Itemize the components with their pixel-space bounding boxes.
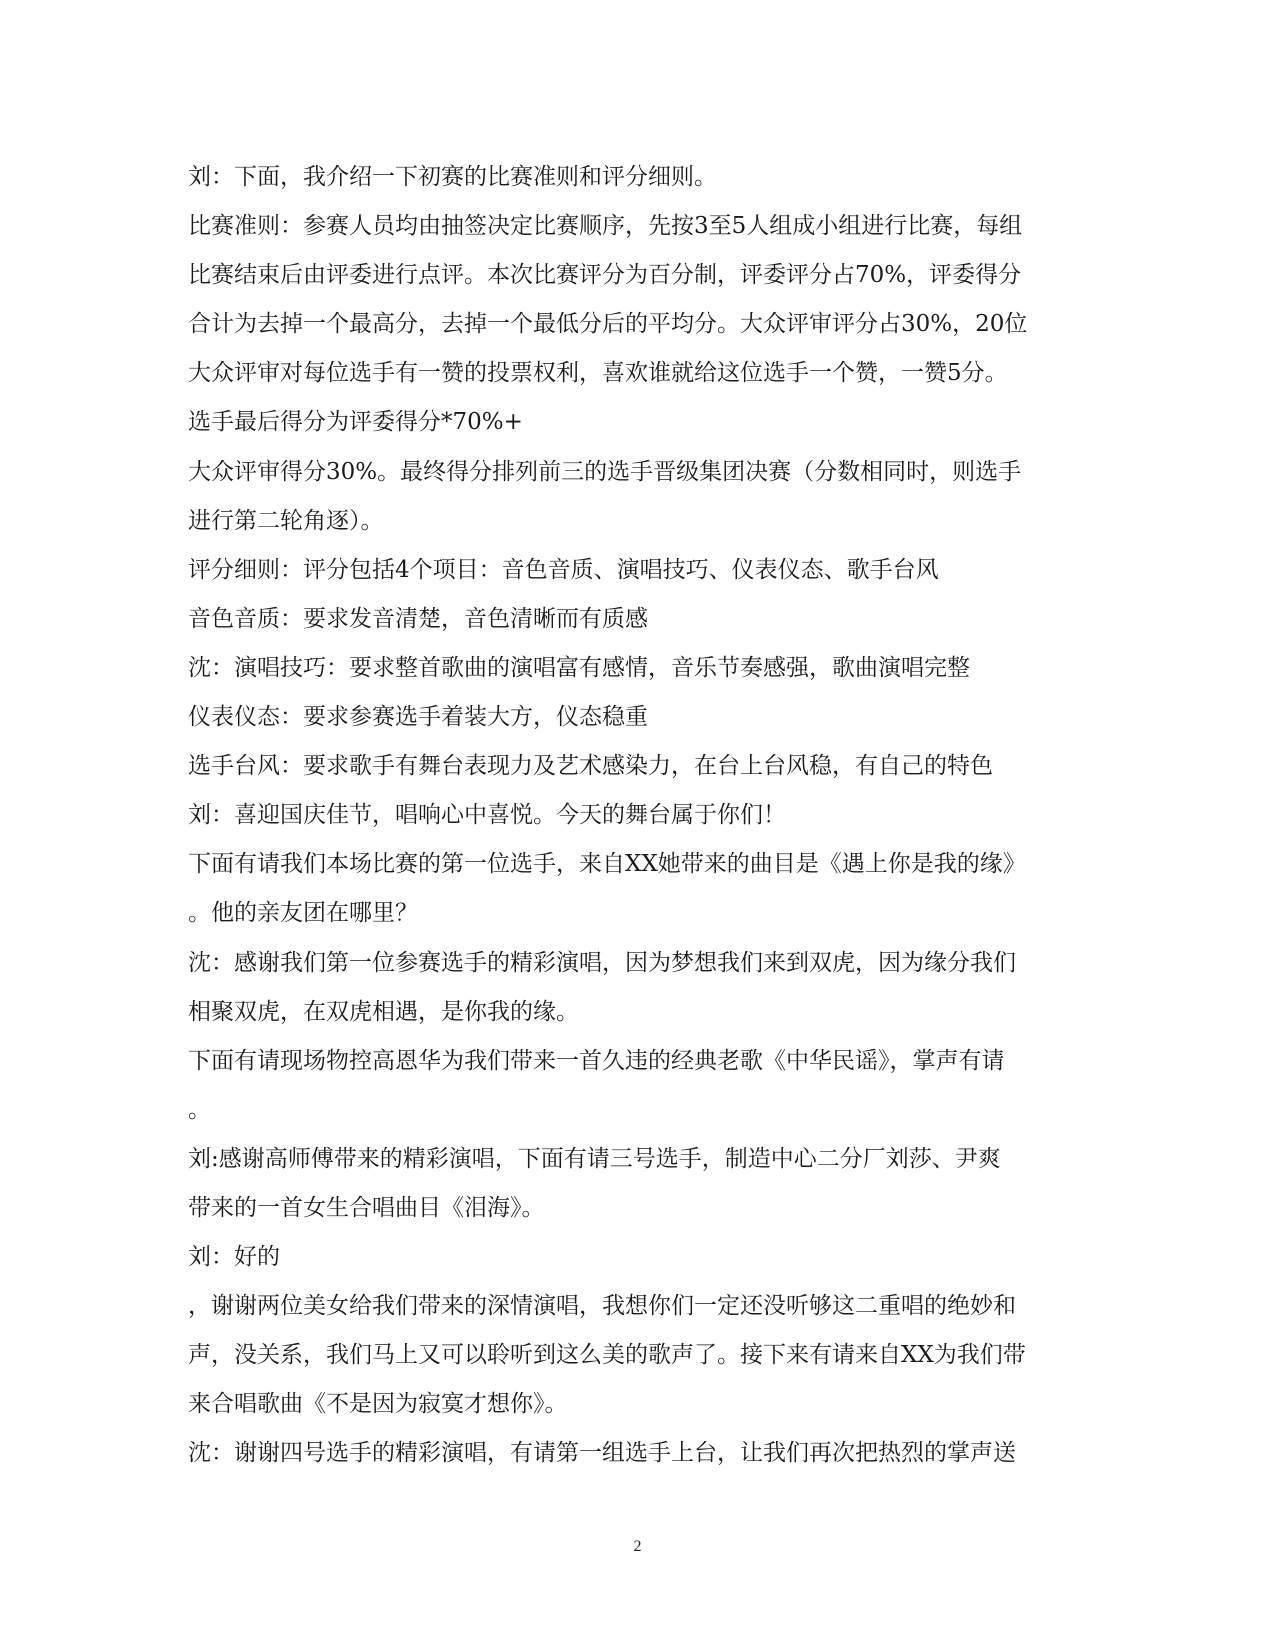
- document-body: [188, 153, 1088, 1479]
- text-line: 带来的一首女生合唱曲目《泪海》。: [188, 1194, 545, 1221]
- text-line: 刘：好的: [188, 1244, 280, 1271]
- text-line: 进行第二轮角逐）。: [188, 507, 384, 534]
- text-line: 下面有请现场物控高恩华为我们带来一首久违的经典老歌《中华民谣》，掌声有请: [188, 1047, 1005, 1074]
- text-line: 音色音质：要求发音清楚，音色清晰而有质感: [188, 605, 648, 632]
- text-line: 沈：谢谢四号选手的精彩演唱，有请第一组选手上台，让我们再次把热烈的掌声送: [188, 1440, 1016, 1467]
- text-line: 下面有请我们本场比赛的第一位选手，来自XX她带来的曲目是《遇上你是我的缘》: [188, 851, 1026, 878]
- text-line: 刘：下面，我介绍一下初赛的比赛准则和评分细则。: [188, 164, 717, 190]
- text-line: ，谢谢两位美女给我们带来的深情演唱，我想你们一定还没听够这二重唱的绝妙和: [188, 1293, 1016, 1320]
- text-line: 大众评审对每位选手有一赞的投票权利，喜欢谁就给这位选手一个赞，一赞5分。: [188, 360, 1008, 387]
- text-line: 大众评审得分30%。最终得分排列前三的选手晋级集团决赛（分数相同时，则选手: [188, 458, 1022, 485]
- text-line: 来合唱歌曲《不是因为寂寞才想你》。: [188, 1391, 568, 1418]
- text-line: 。他的亲友团在哪里？: [188, 900, 418, 927]
- text-line: 选手台风：要求歌手有舞台表现力及艺术感染力，在台上台风稳，有自己的特色: [188, 753, 993, 780]
- text-line: 评分细则：评分包括4个项目：音色音质、演唱技巧、仪表仪态、歌手台风: [188, 556, 939, 583]
- text-line: 沈：演唱技巧：要求整首歌曲的演唱富有感情，音乐节奏感强，歌曲演唱完整: [188, 654, 970, 681]
- text-line: 仪表仪态：要求参赛选手着装大方，仪态稳重: [188, 704, 648, 731]
- text-line: 比赛结束后由评委进行点评。本次比赛评分为百分制，评委评分占70%，评委得分: [188, 262, 1022, 289]
- text-line: 刘：喜迎国庆佳节，唱响心中喜悦。今天的舞台属于你们！: [188, 802, 786, 829]
- text-line: 刘:感谢高师傅带来的精彩演唱，下面有请三号选手，制造中心二分厂刘莎、尹爽: [188, 1145, 1001, 1172]
- text-line: 沈：感谢我们第一位参赛选手的精彩演唱，因为梦想我们来到双虎，因为缘分我们: [188, 949, 1016, 976]
- text-line: 声，没关系，我们马上又可以聆听到这么美的歌声了。接下来有请来自XX为我们带: [188, 1342, 1026, 1369]
- text-line: 相聚双虎，在双虎相遇，是你我的缘。: [188, 998, 579, 1025]
- text-line: 比赛准则：参赛人员均由抽签决定比赛顺序，先按3至5人组成小组进行比赛，每组: [188, 213, 1023, 240]
- text-line: 选手最后得分为评委得分*70%+: [188, 409, 523, 436]
- text-line: 合计为去掉一个最高分，去掉一个最低分后的平均分。大众评审评分占30%，20位: [188, 311, 1028, 338]
- page-number: 2: [633, 1538, 642, 1555]
- text-line: 。: [188, 1096, 211, 1123]
